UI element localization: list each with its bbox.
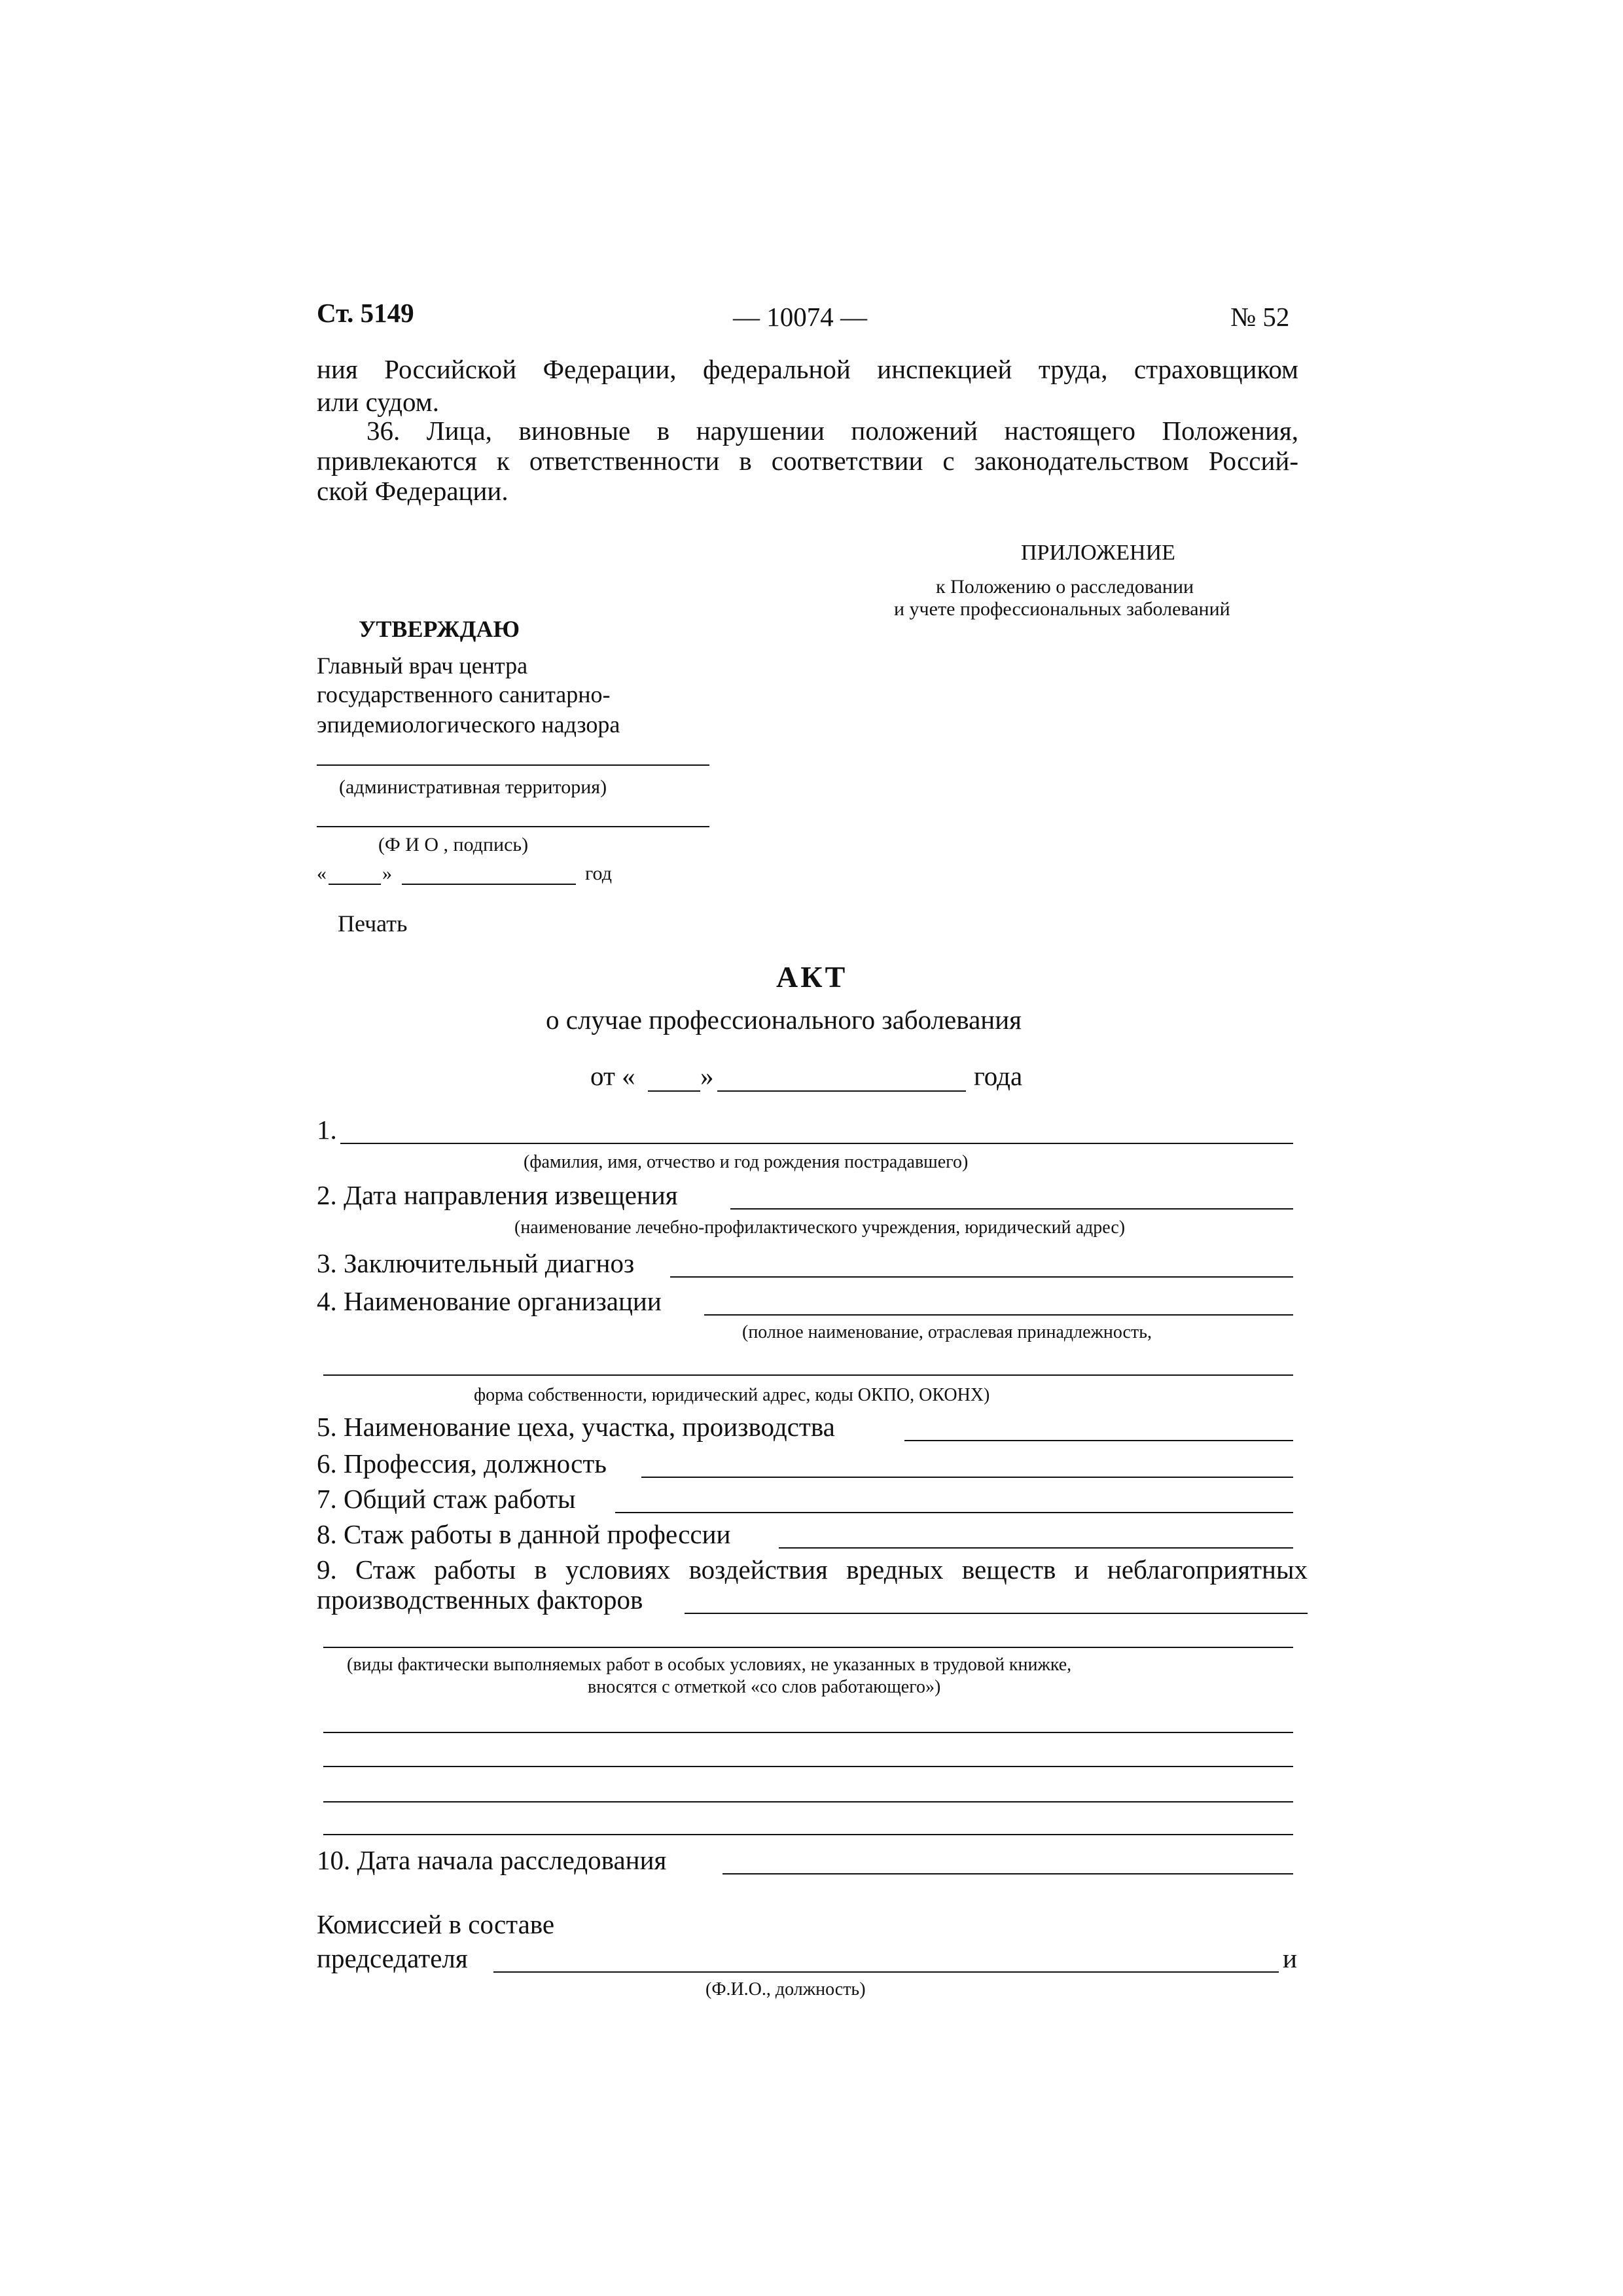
fio-blank-line [317, 826, 709, 827]
field-7-line[interactable] [615, 1512, 1293, 1513]
field-9-extra-line-2[interactable] [323, 1766, 1293, 1767]
field-4-line[interactable] [704, 1314, 1293, 1316]
act-date-suffix: года [974, 1061, 1023, 1091]
field-9-extra-line-3[interactable] [323, 1801, 1293, 1803]
field-6-line[interactable] [641, 1477, 1293, 1478]
field-5-label: 5. Наименование цеха, участка, производства [317, 1412, 835, 1442]
appendix-title: ПРИЛОЖЕНИЕ [1021, 541, 1175, 565]
field-5-line[interactable] [904, 1440, 1293, 1441]
field-3-line[interactable] [670, 1276, 1293, 1278]
field-6-label: 6. Профессия, должность [317, 1448, 607, 1479]
field-4-label: 4. Наименование организации [317, 1286, 662, 1316]
commission-and: и [1283, 1943, 1297, 1973]
page-number: — 10074 — [733, 302, 867, 332]
field-2-caption: (наименование лечебно-профилактического учреждения, юридический адрес) [514, 1217, 1126, 1238]
territory-caption: (административная территория) [339, 776, 607, 798]
field-4-caption-1: (полное наименование, отраслевая принадлежность, [742, 1322, 1152, 1342]
act-subtitle: о случае профессионального заболевания [546, 1005, 1022, 1035]
approve-line-3: эпидемиологического надзора [317, 711, 620, 738]
field-10-label: 10. Дата начала расследования [317, 1845, 667, 1875]
appendix-line-1: к Положению о расследовании [936, 576, 1194, 598]
issue-number: № 52 [1230, 302, 1290, 332]
field-1-label: 1. [317, 1115, 337, 1145]
appendix-line-2: и учете профессиональных заболеваний [894, 598, 1230, 620]
field-10-line[interactable] [722, 1873, 1293, 1874]
fio-caption: (Ф И О , подпись) [378, 834, 529, 855]
act-date-mid: » [700, 1061, 714, 1091]
field-9-label-line-1: 9. Стаж работы в условиях воздействия вредных веществ и неблагоприятных [317, 1554, 1308, 1585]
field-9-label-line-2: производственных факторов [317, 1585, 643, 1615]
intro-line-1: ния Российской Федерации, федеральной инспекцией труда, страховщиком [317, 354, 1298, 384]
approve-date-open: « [317, 863, 327, 884]
commission-chair-line[interactable] [493, 1971, 1279, 1973]
field-1-line[interactable] [340, 1143, 1293, 1144]
approve-month-line [402, 884, 576, 885]
commission-caption: (Ф.И.О., должность) [705, 1979, 866, 2000]
field-8-label: 8. Стаж работы в данной профессии [317, 1519, 731, 1549]
paragraph-36-line-3: ской Федерации. [317, 476, 508, 506]
intro-line-2: или судом. [317, 387, 439, 417]
approve-year-label: год [585, 863, 612, 884]
field-9-caption-1: (виды фактически выполняемых работ в особых условиях, не указанных в трудовой книжке, [347, 1655, 1072, 1675]
act-date-prefix: от « [590, 1061, 635, 1091]
field-9-extra-line-1[interactable] [323, 1732, 1293, 1733]
field-7-label: 7. Общий стаж работы [317, 1484, 576, 1514]
page-section-label: Ст. 5149 [317, 298, 414, 328]
approve-title: УТВЕРЖДАЮ [359, 616, 520, 642]
approve-day-line [329, 884, 381, 885]
commission-title: Комиссией в составе [317, 1909, 555, 1939]
territory-blank-line [317, 764, 709, 766]
field-1-caption: (фамилия, имя, отчество и год рождения пострадавшего) [524, 1152, 969, 1172]
field-2-label: 2. Дата направления извещения [317, 1180, 678, 1210]
field-9-line-2[interactable] [323, 1647, 1293, 1648]
field-3-label: 3. Заключительный диагноз [317, 1248, 635, 1278]
act-day-line [648, 1090, 700, 1092]
field-9-extra-line-4[interactable] [323, 1834, 1293, 1835]
paragraph-36-line-1: 36. Лица, виновные в нарушении положений настоящего Положения, [366, 416, 1298, 446]
field-4-line-2[interactable] [323, 1374, 1293, 1376]
field-4-caption-2: форма собственности, юридический адрес, коды ОКПО, ОКОНХ) [474, 1385, 990, 1405]
field-8-line[interactable] [779, 1547, 1293, 1549]
field-9-caption-2: вносятся с отметкой «со слов работающего») [588, 1677, 941, 1697]
act-title: АКТ [776, 960, 848, 994]
paragraph-36-line-2: привлекаются к ответственности в соответствии с законодательством Россий- [317, 446, 1298, 476]
approve-date-close: » [382, 863, 392, 884]
field-9-line[interactable] [685, 1613, 1308, 1614]
field-2-line[interactable] [730, 1208, 1293, 1210]
commission-chair-label: председателя [317, 1943, 468, 1973]
act-month-line [717, 1090, 966, 1092]
approve-line-1: Главный врач центра [317, 653, 528, 679]
approve-line-2: государственного санитарно- [317, 681, 611, 708]
stamp-label: Печать [338, 910, 408, 937]
